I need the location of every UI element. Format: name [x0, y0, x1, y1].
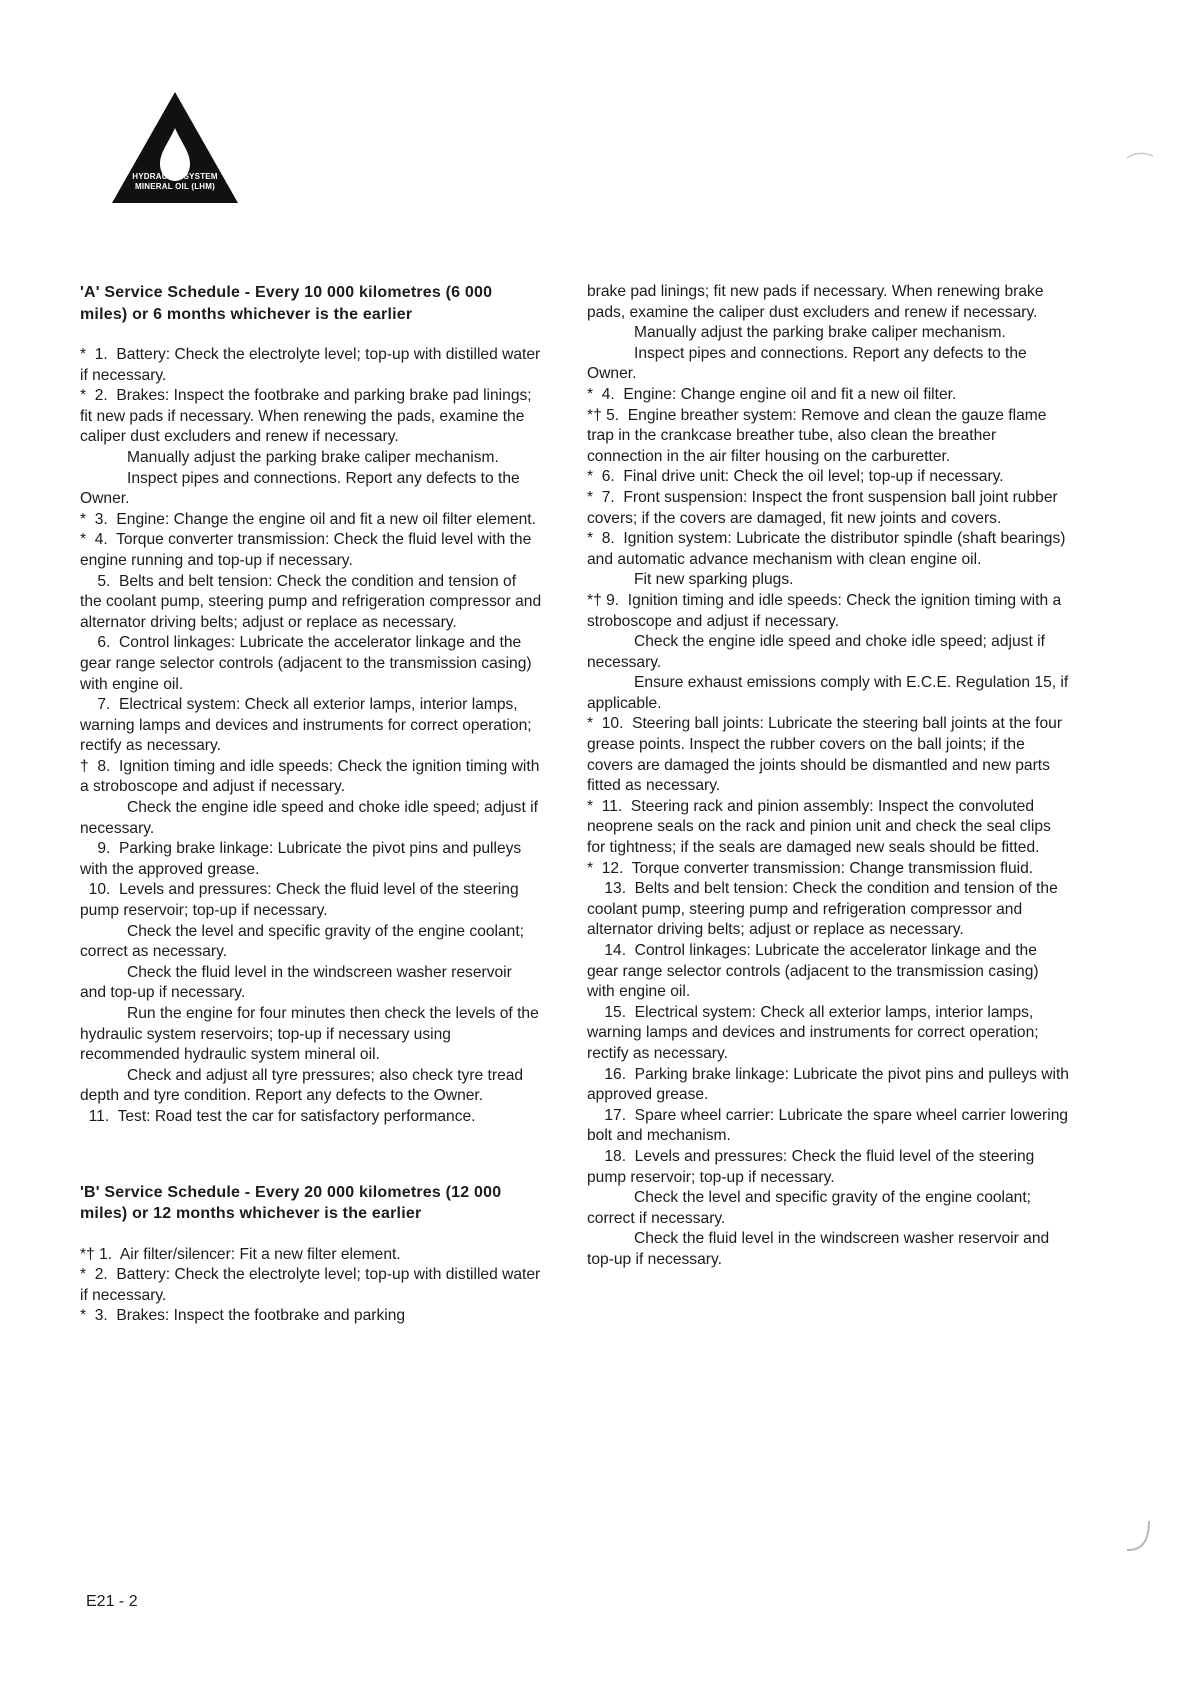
hydraulic-system-logo: [110, 90, 240, 205]
schedule-item: 9. Parking brake linkage: Lubricate the pivot pins and pulleys with the approved grease.: [80, 840, 526, 878]
schedule-item: * 3. Engine: Change the engine oil and fit a new oil filter element.: [80, 510, 536, 528]
schedule-item: 15. Electrical system: Check all exterior lamps, interior lamps, warning lamps and devices and instruments for correct operation; rectify as necessary.: [587, 1003, 1043, 1062]
schedule-item: *† 5. Engine breather system: Remove and clean the gauze flame trap in the crankcase breather tube, also clean the breather connection in the air filter housing on the carburetter.: [587, 406, 1051, 465]
schedule-item: *† 9. Ignition timing and idle speeds: Check the ignition timing with a stroboscope and adjust if necessary.: [587, 591, 1066, 630]
schedule-item: 13. Belts and belt tension: Check the condition and tension of the coolant pump, steering pump and refrigeration compressor and alternator driving belts; adjust or replace as necessary.: [587, 880, 1063, 939]
schedule-item: * 6. Final drive unit: Check the oil level; top-up if necessary.: [587, 468, 1004, 486]
schedule-subitem: Fit new sparking plugs.: [634, 571, 794, 589]
schedule-subitem: Check the engine idle speed and choke idle speed; adjust if necessary.: [587, 633, 1045, 671]
schedule-item: * 8. Ignition system: Lubricate the distributor spindle (shaft bearings) and automatic advance mechanism with clean engine oil.: [587, 530, 1070, 568]
schedule-b-heading: 'B' Service Schedule - Every 20 000 kilometres (12 000 miles) or 12 months whichever is the earlier: [80, 1183, 502, 1223]
schedule-subitem: Run the engine for four minutes then check the levels of the hydraulic system reservoirs; top-up if necessary using recommended hydraulic system mineral oil.: [80, 1005, 539, 1064]
schedule-subitem: Inspect pipes and connections. Report any defects to the Owner.: [587, 344, 1027, 383]
schedule-item: * 2. Battery: Check the electrolyte level; top-up with distilled water if necessary.: [80, 1266, 545, 1304]
schedule-b-list-right: [587, 282, 1074, 1271]
schedule-item: brake pad linings; fit new pads if necessary. When renewing brake pads, examine the caliper dust excluders and renew if necessary.: [587, 283, 1048, 321]
schedule-item: 6. Control linkages: Lubricate the accelerator linkage and the gear range selector controls (adjacent to the transmission casing) with engine oil.: [80, 634, 536, 693]
schedule-item: * 2. Brakes: Inspect the footbrake and parking brake pad linings; fit new pads if necessary. When renewing the pads, examine the caliper dust excluders and renew if necessary.: [80, 387, 536, 446]
schedule-item: 10. Levels and pressures: Check the fluid level of the steering pump reservoir; top-up if necessary.: [80, 881, 523, 920]
right-column: [587, 282, 1074, 1271]
schedule-item: * 3. Brakes: Inspect the footbrake and parking: [80, 1307, 406, 1325]
logo-line-2: MINERAL OIL (LHM): [135, 182, 215, 191]
schedule-a-heading: 'A' Service Schedule - Every 10 000 kilometres (6 000 miles) or 6 months whichever is the earlier: [80, 284, 493, 323]
schedule-subitem: Check the engine idle speed and choke idle speed; adjust if necessary.: [80, 799, 538, 837]
schedule-item: 5. Belts and belt tension: Check the condition and tension of the coolant pump, steering pump and refrigeration compressor and alternator driving belts; adjust or replace as necessary.: [80, 572, 546, 631]
schedule-item: 14. Control linkages: Lubricate the accelerator linkage and the gear range selector controls (adjacent to the transmission casing) with engine oil.: [587, 942, 1043, 1001]
schedule-item: * 12. Torque converter transmission: Change transmission fluid.: [587, 859, 1034, 877]
schedule-subitem: Check the level and specific gravity of the engine coolant; correct as necessary.: [80, 922, 525, 961]
schedule-item: * 7. Front suspension: Inspect the front suspension ball joint rubber covers; if the covers are damaged, fit new joints and covers.: [587, 488, 1063, 527]
schedule-item: * 4. Torque converter transmission: Check the fluid level with the engine running and top-up if necessary.: [80, 531, 536, 569]
schedule-item: 7. Electrical system: Check all exterior lamps, interior lamps, warning lamps and devices and instruments for correct operation; rectify as necessary.: [80, 696, 536, 755]
schedule-b-list-left: [80, 1245, 545, 1327]
schedule-item: 18. Levels and pressures: Check the fluid level of the steering pump reservoir; top-up if necessary.: [587, 1147, 1039, 1186]
schedule-subitem: Check the level and specific gravity of the engine coolant; correct if necessary.: [587, 1189, 1032, 1227]
schedule-item: 11. Test: Road test the car for satisfactory performance.: [80, 1107, 476, 1125]
schedule-subitem: Manually adjust the parking brake caliper mechanism.: [634, 324, 1006, 342]
schedule-item: * 11. Steering rack and pinion assembly: Inspect the convoluted neoprene seals on the rack and pinion unit and check the seal clips for tightness; if the seals are damaged new seals should be fitted.: [587, 797, 1056, 857]
left-column: [80, 282, 546, 1327]
schedule-item: 17. Spare wheel carrier: Lubricate the spare wheel carrier lowering bolt and mechanism.: [587, 1106, 1073, 1145]
schedule-item: † 8. Ignition timing and idle speeds: Check the ignition timing with a stroboscope and adjust if necessary.: [80, 757, 544, 796]
schedule-item: * 10. Steering ball joints: Lubricate the steering ball joints at the four grease points. Inspect the rubber covers on the ball joints; if the covers are damaged the joints should be dismantled and new parts fitted as necessary.: [587, 715, 1067, 795]
schedule-item: * 1. Battery: Check the electrolyte level; top-up with distilled water if necessary.: [80, 346, 545, 384]
schedule-subitem: Check the fluid level in the windscreen washer reservoir and top-up if necessary.: [587, 1230, 1050, 1268]
schedule-subitem: Ensure exhaust emissions comply with E.C.E. Regulation 15, if applicable.: [587, 674, 1069, 712]
schedule-a-list: [80, 345, 546, 1128]
schedule-subitem: Manually adjust the parking brake caliper mechanism.: [127, 448, 499, 466]
scan-mark-top: [1125, 150, 1155, 160]
logo-line-1: HYDRAULIC SYSTEM: [132, 172, 218, 181]
schedule-subitem: Inspect pipes and connections. Report any defects to the Owner.: [80, 469, 520, 508]
scan-mark-bottom: [1125, 1515, 1155, 1555]
page-reference: E21 - 2: [86, 1593, 138, 1610]
schedule-subitem: Check the fluid level in the windscreen washer reservoir and top-up if necessary.: [80, 963, 512, 1002]
schedule-subitem: Check and adjust all tyre pressures; also check tyre tread depth and tyre condition. Report any defects to the Owner.: [80, 1066, 524, 1105]
schedule-item: 16. Parking brake linkage: Lubricate the pivot pins and pulleys with approved grease.: [587, 1065, 1074, 1104]
schedule-item: * 4. Engine: Change engine oil and fit a new oil filter.: [587, 385, 957, 403]
schedule-item: *† 1. Air filter/silencer: Fit a new filter element.: [80, 1245, 401, 1263]
